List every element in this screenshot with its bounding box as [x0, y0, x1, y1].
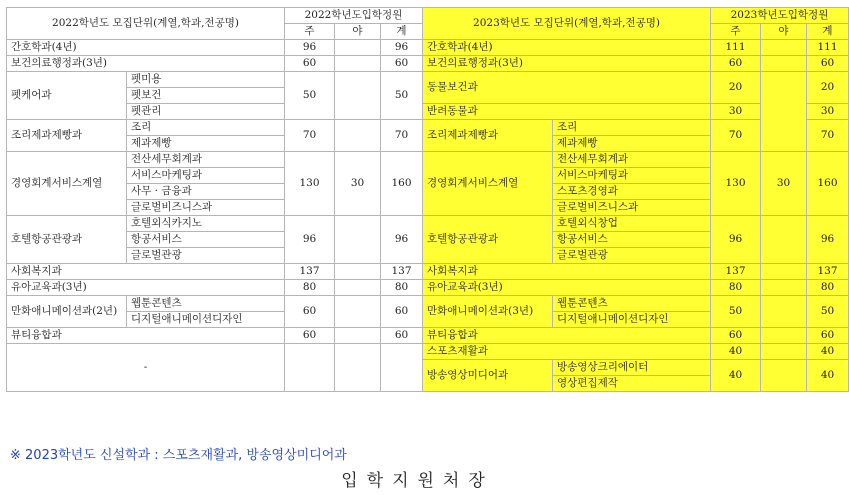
quota-day: 50	[711, 296, 761, 328]
major-2022: 서비스마케팅과	[127, 168, 285, 184]
header-quota-2022: 2022학년도입학정원	[285, 8, 423, 24]
quota-total: 96	[381, 40, 423, 56]
dept-2023-name: 뷰티융합과	[423, 328, 711, 344]
quota-total: 137	[807, 264, 849, 280]
dept-2022-name: 만화애니메이션과(2년)	[7, 296, 127, 328]
quota-day: 70	[285, 120, 335, 152]
dept-2023-name: 사회복지과	[423, 264, 711, 280]
quota-day: 30	[711, 104, 761, 120]
header-night-2022: 야	[335, 24, 381, 40]
header-units-2023: 2023학년도 모집단위(계열,학과,전공명)	[423, 8, 711, 40]
quota-day: 60	[285, 328, 335, 344]
quota-day: 137	[285, 264, 335, 280]
quota-total: 60	[381, 328, 423, 344]
dept-2023-name: 간호학과(4년)	[423, 40, 711, 56]
major-2023: 항공서비스	[553, 232, 711, 248]
header-day-2022: 주	[285, 24, 335, 40]
quota-total: 70	[381, 120, 423, 152]
major-2023: 전산세무회계과	[553, 152, 711, 168]
header-units-2022: 2022학년도 모집단위(계열,학과,전공명)	[7, 8, 285, 40]
quota-total: 70	[807, 120, 849, 152]
quota-night	[335, 72, 381, 120]
quota-day: 60	[711, 56, 761, 72]
quota-night	[761, 296, 807, 328]
quota-day: 111	[711, 40, 761, 56]
quota-night	[761, 56, 807, 72]
quota-night	[761, 40, 807, 56]
quota-night	[335, 40, 381, 56]
quota-night	[761, 264, 807, 280]
dept-2022-name: 간호학과(4년)	[7, 40, 285, 56]
dept-2023-name: 보건의료행정과(3년)	[423, 56, 711, 72]
quota-day: 60	[711, 328, 761, 344]
quota-night	[335, 296, 381, 328]
quota-total: 80	[807, 280, 849, 296]
quota-day: 137	[711, 264, 761, 280]
major-2023: 스포츠경영과	[553, 184, 711, 200]
header-quota-2023: 2023학년도입학정원	[711, 8, 849, 24]
quota-day: 60	[285, 56, 335, 72]
quota-day: 80	[711, 280, 761, 296]
quota-day: 96	[285, 216, 335, 264]
quota-total: 111	[807, 40, 849, 56]
major-2023: 방송영상크리에이터	[553, 360, 711, 376]
header-total-2022: 계	[381, 24, 423, 40]
dept-2022-name: 보건의료행정과(3년)	[7, 56, 285, 72]
quota-night	[335, 344, 381, 392]
quota-total: 80	[381, 280, 423, 296]
major-2022: 호텔외식카지노	[127, 216, 285, 232]
quota-day: 70	[711, 120, 761, 152]
admission-quota-table	[6, 7, 849, 392]
quota-day	[285, 344, 335, 392]
major-2022: 글로벌관광	[127, 248, 285, 264]
major-2023: 제과제빵	[553, 136, 711, 152]
dept-2023-name: 만화애니메이션과(3년)	[423, 296, 553, 328]
quota-night: 30	[761, 152, 807, 216]
quota-day: 130	[285, 152, 335, 216]
major-2022: 항공서비스	[127, 232, 285, 248]
quota-total: 40	[807, 360, 849, 392]
header-day-2023: 주	[711, 24, 761, 40]
quota-night	[761, 280, 807, 296]
major-2022: 제과제빵	[127, 136, 285, 152]
quota-total: 137	[381, 264, 423, 280]
quota-night	[761, 328, 807, 344]
quota-total: 60	[381, 56, 423, 72]
dept-2023-name: 동물보건과	[423, 72, 711, 104]
dept-2022-name: 유아교육과(3년)	[7, 280, 285, 296]
quota-night	[335, 328, 381, 344]
quota-day: 20	[711, 72, 761, 104]
signature-office: 입학지원처장	[341, 471, 494, 491]
dept-2023-name: 방송영상미디어과	[423, 360, 553, 392]
major-2022: 펫관리	[127, 104, 285, 120]
dept-2023-name: 호텔항공관광과	[423, 216, 553, 264]
quota-day: 96	[711, 216, 761, 264]
dept-2023-name: 유아교육과(3년)	[423, 280, 711, 296]
quota-night	[761, 344, 807, 360]
quota-total: 60	[807, 328, 849, 344]
quota-night	[335, 280, 381, 296]
major-2023: 조리	[553, 120, 711, 136]
quota-day: 50	[285, 72, 335, 120]
quota-total: 96	[807, 216, 849, 264]
quota-day: 40	[711, 344, 761, 360]
dept-2022-name: 호텔항공관광과	[7, 216, 127, 264]
quota-total: 50	[807, 296, 849, 328]
major-2022: 사무 · 금융과	[127, 184, 285, 200]
major-2023: 글로벌관광	[553, 248, 711, 264]
quota-day: 96	[285, 40, 335, 56]
major-2023: 디지털애니메이션디자인	[553, 312, 711, 328]
major-2022: 글로벌비즈니스과	[127, 200, 285, 216]
quota-night	[335, 264, 381, 280]
quota-total: 40	[807, 344, 849, 360]
major-2022: 전산세무회계과	[127, 152, 285, 168]
dept-2023-name: 스포츠재활과	[423, 344, 711, 360]
dept-2023-name: 반려동물과	[423, 104, 711, 120]
dept-2022-name: 사회복지과	[7, 264, 285, 280]
major-2023: 글로벌비즈니스과	[553, 200, 711, 216]
major-2023: 영상편집제작	[553, 376, 711, 392]
quota-night: 30	[335, 152, 381, 216]
quota-total	[381, 344, 423, 392]
dept-2022-name: 경영회계서비스계열	[7, 152, 127, 216]
dept-2022-name: 펫케어과	[7, 72, 127, 120]
major-2023: 호텔외식창업	[553, 216, 711, 232]
major-2022: 펫미용	[127, 72, 285, 88]
major-2022: 웹툰콘텐츠	[127, 296, 285, 312]
quota-total: 20	[807, 72, 849, 104]
quota-day: 40	[711, 360, 761, 392]
quota-night	[761, 72, 807, 152]
quota-total: 60	[381, 296, 423, 328]
quota-total: 60	[807, 56, 849, 72]
quota-day: 130	[711, 152, 761, 216]
major-2022: 조리	[127, 120, 285, 136]
dept-2022-name: 뷰티융합과	[7, 328, 285, 344]
quota-night	[761, 360, 807, 392]
major-2023: 웹툰콘텐츠	[553, 296, 711, 312]
quota-total: 50	[381, 72, 423, 120]
dept-2022-name: 조리제과제빵과	[7, 120, 127, 152]
dept-2023-name: 경영회계서비스계열	[423, 152, 553, 216]
major-2023: 서비스마케팅과	[553, 168, 711, 184]
header-night-2023: 야	[761, 24, 807, 40]
quota-total: 96	[381, 216, 423, 264]
quota-night	[761, 216, 807, 264]
dept-2022-empty: -	[7, 344, 285, 392]
footnote-new-departments: ※ 2023학년도 신설학과 : 스포츠재활과, 방송영상미디어과	[10, 448, 347, 463]
dept-2023-name: 조리제과제빵과	[423, 120, 553, 152]
quota-night	[335, 120, 381, 152]
quota-day: 80	[285, 280, 335, 296]
quota-night	[335, 216, 381, 264]
major-2022: 디지털애니메이션디자인	[127, 312, 285, 328]
quota-night	[335, 56, 381, 72]
quota-day: 60	[285, 296, 335, 328]
major-2022: 펫보건	[127, 88, 285, 104]
quota-total: 160	[381, 152, 423, 216]
header-total-2023: 계	[807, 24, 849, 40]
quota-total: 160	[807, 152, 849, 216]
quota-total: 30	[807, 104, 849, 120]
